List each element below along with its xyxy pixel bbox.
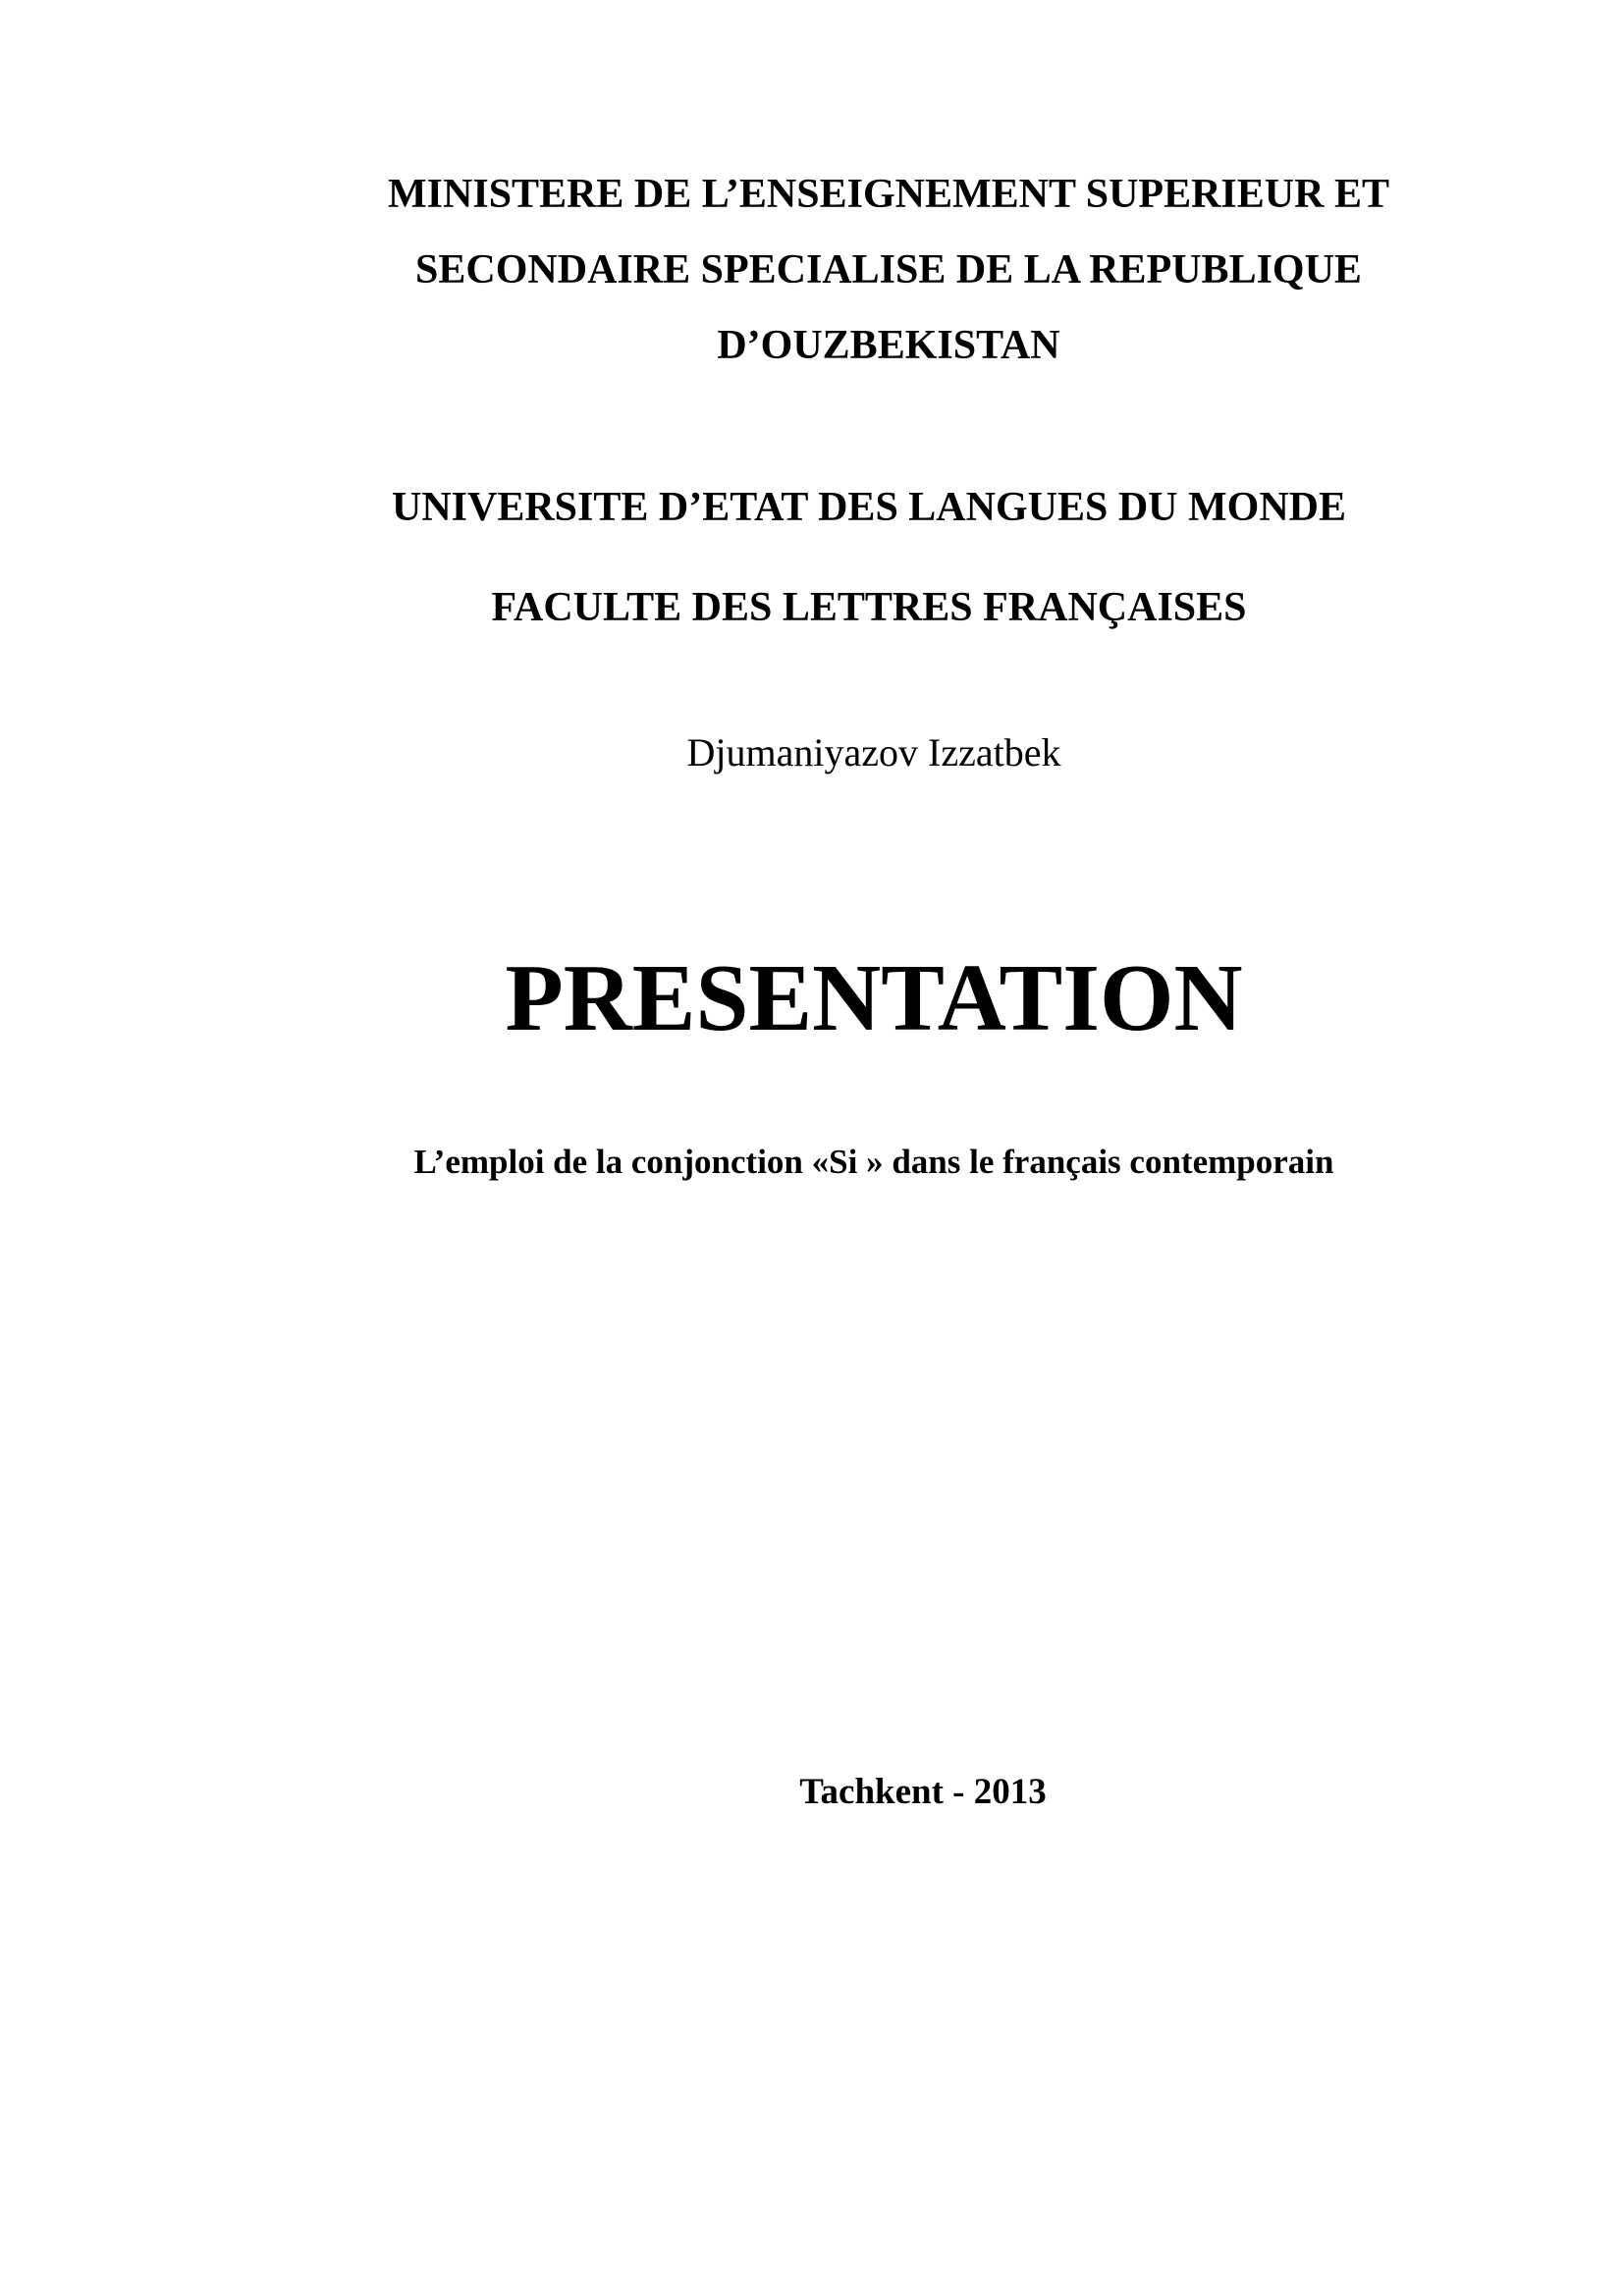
ministry-line-1: MINISTERE DE L’ENSEIGNEMENT SUPERIEUR ET — [388, 172, 1389, 217]
place-and-date: Tachkent - 2013 — [799, 1772, 1047, 1812]
document-subtitle: L’emploi de la conjonction «Si » dans le français contemporain — [413, 1143, 1334, 1181]
ministry-heading — [353, 157, 1424, 384]
ministry-line-3: D’OUZBEKISTAN — [717, 323, 1060, 368]
university-name: UNIVERSITE D’ETAT DES LANGUES DU MONDE — [391, 485, 1346, 530]
document-title: PRESENTATION — [505, 945, 1243, 1050]
author-name: Djumaniyazov Izzatbek — [686, 730, 1061, 774]
ministry-line-2: SECONDAIRE SPECIALISE DE LA REPUBLIQUE — [415, 247, 1362, 293]
faculty-name: FACULTE DES LETTRES FRANÇAISES — [491, 585, 1247, 630]
